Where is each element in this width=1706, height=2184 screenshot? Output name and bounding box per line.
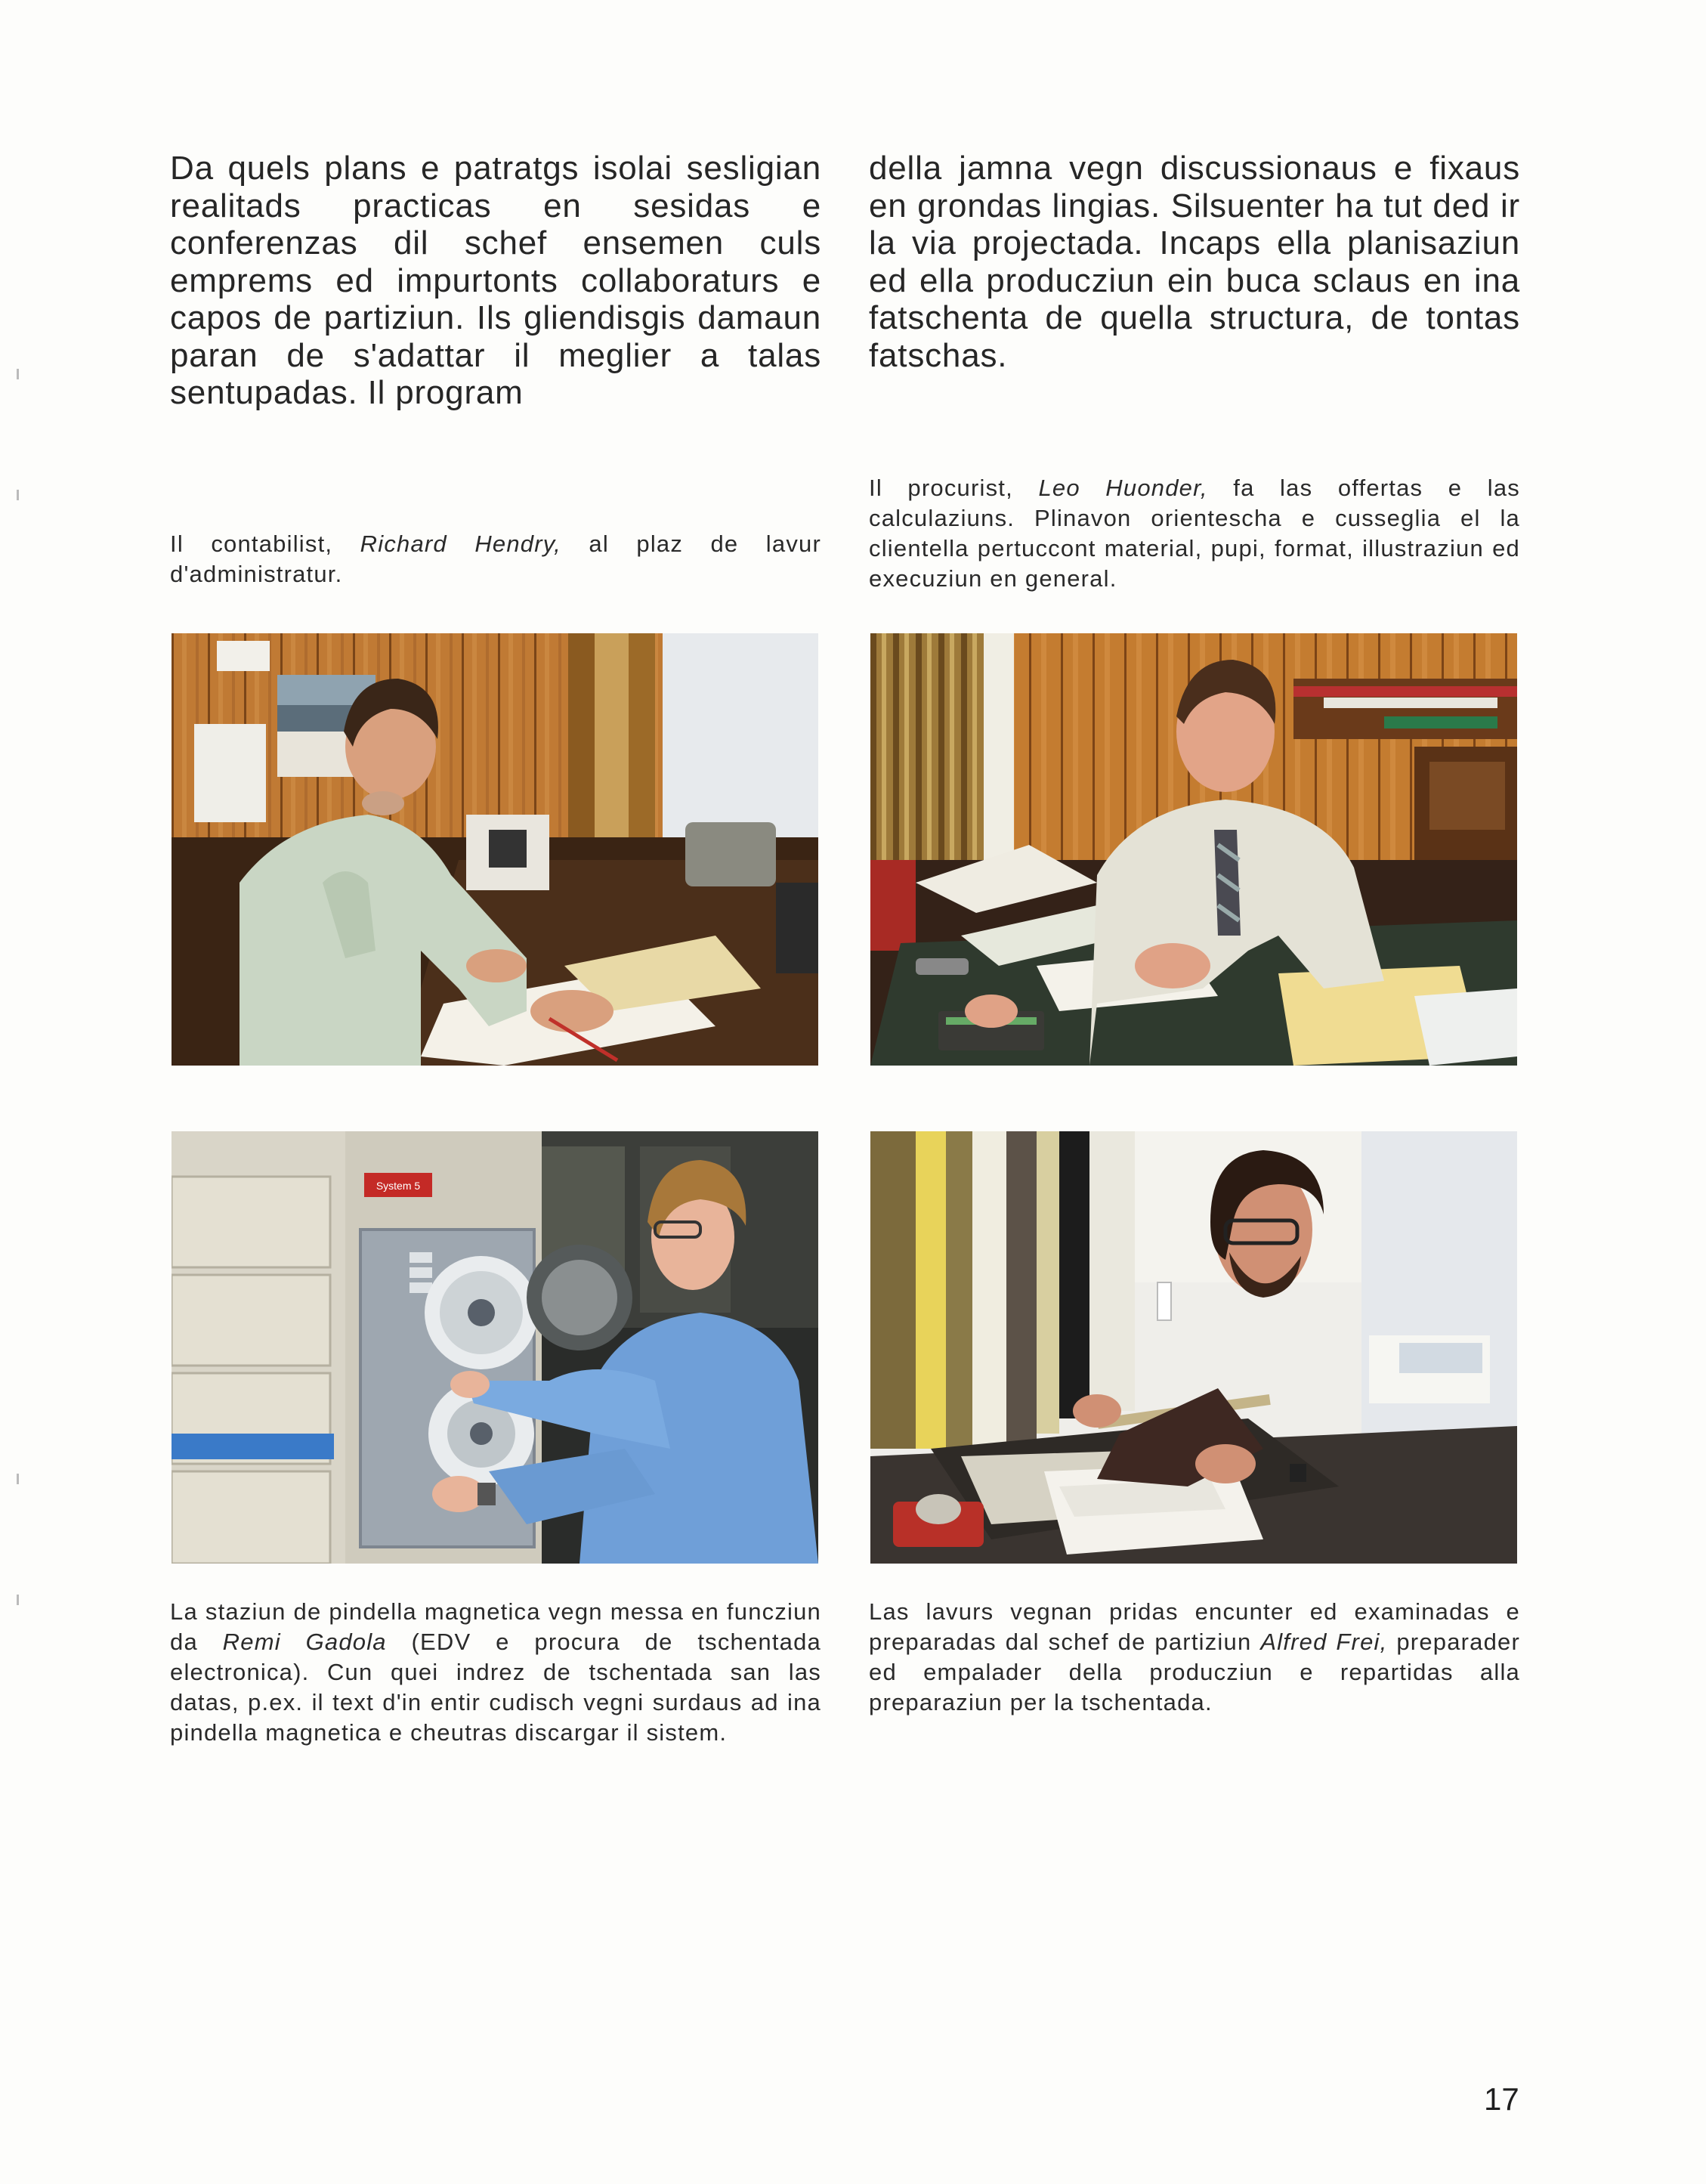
caption-text: Il procurist, bbox=[869, 475, 1039, 501]
photo-tape-station-image bbox=[172, 1131, 818, 1564]
photo-department-head-image bbox=[870, 1131, 1517, 1564]
caption-text: Las lavurs vegnan pridas encunter ed examinadas e preparadas dal schef de partiziun bbox=[869, 1598, 1520, 1655]
caption-bottom-right bbox=[869, 1597, 1520, 1718]
intro-text-right: della jamna vegn discussionaus e fixaus en grondas lingias. Silsuenter ha tut ded ir la via projectada. Incaps ella planisaziun ed ella producziun ein buca sclaus en ina fatschenta de quella structura, de tontas fatschas. bbox=[869, 150, 1520, 374]
system-label: System 5 bbox=[376, 1180, 421, 1192]
caption-text: al plaz de lavur d'administratur. bbox=[170, 531, 821, 587]
caption-text: fa las offertas e las calculaziuns. Plinavon orientescha e cusseglia el la clientella pertuccont material, pupi, format, illustraziun ed execuziun en general. bbox=[869, 475, 1520, 592]
photo-procurist bbox=[870, 633, 1517, 1066]
margin-mark bbox=[17, 1474, 19, 1484]
caption-text: preparader ed empalader della producziun e repartidas alla preparaziun per la tschentada. bbox=[869, 1629, 1521, 1715]
caption-text: (EDV e procura de tschentada electronica). Cun quei indrez de tschentada san las datas, p.ex. il text d'in entir cudisch vegni surdaus ad ina pindella magnetica e cheutras discargar il sistem. bbox=[170, 1629, 821, 1746]
photo-accountant bbox=[172, 633, 818, 1066]
photo-accountant-image bbox=[172, 633, 818, 1066]
margin-mark bbox=[17, 369, 19, 379]
person-name: Leo Huonder, bbox=[1038, 475, 1208, 501]
person-name: Remi Gadola bbox=[222, 1629, 387, 1655]
intro-text-left: Da quels plans e patratgs isolai sesligian realitads practicas en sesidas e conferenzas dil schef ensemen culs emprems ed impurtonts collaboraturs e capos de partiziun. Ils gliendisgis damaun paran de s'adattar il meglier a talas sentupadas. Il program bbox=[170, 150, 821, 411]
photo-procurist-image bbox=[870, 633, 1517, 1066]
caption-bottom-left bbox=[170, 1597, 821, 1748]
margin-mark bbox=[17, 1595, 19, 1605]
photo-tape-station bbox=[172, 1131, 818, 1564]
person-name: Alfred Frei, bbox=[1260, 1629, 1388, 1655]
caption-top-left bbox=[170, 529, 821, 589]
person-name: Richard Hendry, bbox=[360, 531, 561, 557]
caption-text: Il contabilist, bbox=[170, 531, 360, 557]
caption-top-right bbox=[869, 473, 1520, 594]
page-number: 17 bbox=[1484, 2081, 1519, 2117]
photo-department-head bbox=[870, 1131, 1517, 1564]
margin-mark bbox=[17, 490, 19, 500]
caption-text: La staziun de pindella magnetica vegn messa en funcziun da bbox=[170, 1598, 821, 1655]
